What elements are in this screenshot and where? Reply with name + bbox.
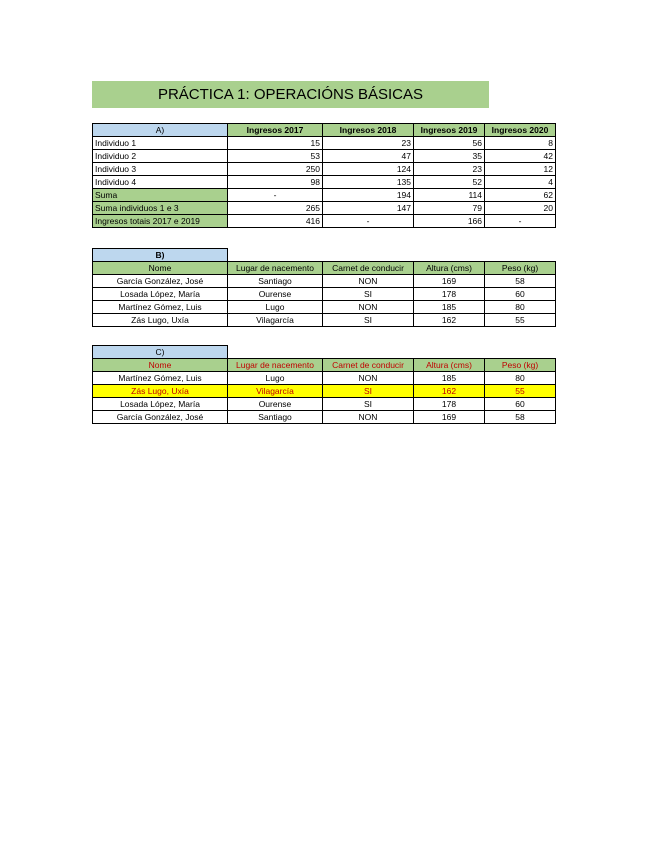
- cell: 185: [414, 301, 485, 314]
- table-c-header: Nome: [93, 359, 228, 372]
- cell: 8: [485, 137, 556, 150]
- empty-cell: [228, 249, 323, 262]
- cell: -: [485, 215, 556, 228]
- cell: 185: [414, 372, 485, 385]
- cell: SI: [323, 398, 414, 411]
- cell: Santiago: [228, 411, 323, 424]
- row-label: Individuo 3: [93, 163, 228, 176]
- cell: 147: [323, 202, 414, 215]
- cell: SI: [323, 385, 414, 398]
- cell: 62: [485, 189, 556, 202]
- cell: 52: [414, 176, 485, 189]
- cell: 12: [485, 163, 556, 176]
- table-row: [93, 314, 556, 327]
- table-row: [93, 411, 556, 424]
- table-row: [93, 163, 556, 176]
- empty-cell: [485, 249, 556, 262]
- row-label: Suma individuos 1 e 3: [93, 202, 228, 215]
- table-c-header: Carnet de conducir: [323, 359, 414, 372]
- page-title-text: PRÁCTICA 1: OPERACIÓNS BÁSICAS: [157, 86, 424, 103]
- cell: 194: [323, 189, 414, 202]
- table-row: [93, 137, 556, 150]
- table-row: [93, 398, 556, 411]
- table-row-suma: [93, 189, 556, 202]
- table-a-header: Ingresos 2019: [414, 124, 485, 137]
- cell: 135: [323, 176, 414, 189]
- empty-cell: [485, 346, 556, 359]
- cell: SI: [323, 314, 414, 327]
- cell: -: [323, 215, 414, 228]
- cell: 80: [485, 372, 556, 385]
- table-row: [93, 372, 556, 385]
- table-c: [92, 345, 556, 424]
- table-b-label: B): [93, 249, 228, 262]
- table-a-header: Ingresos 2020: [485, 124, 556, 137]
- cell: Martínez Gómez, Luis: [93, 372, 228, 385]
- cell: 178: [414, 288, 485, 301]
- cell: Lugo: [228, 301, 323, 314]
- table-b: [92, 248, 556, 327]
- cell: 47: [323, 150, 414, 163]
- table-c-header: Lugar de nacemento: [228, 359, 323, 372]
- table-b-header: Lugar de nacemento: [228, 262, 323, 275]
- cell: 4: [485, 176, 556, 189]
- empty-cell: [228, 346, 323, 359]
- table-row-totais: [93, 215, 556, 228]
- empty-cell: [323, 346, 414, 359]
- table-c-header-row: [93, 359, 556, 372]
- table-row-highlighted: [93, 385, 556, 398]
- table-c-header: Altura (cms): [414, 359, 485, 372]
- cell: 23: [323, 137, 414, 150]
- table-a-header: Ingresos 2018: [323, 124, 414, 137]
- cell: Santiago: [228, 275, 323, 288]
- table-row-suma-1-3: [93, 202, 556, 215]
- cell: 162: [414, 385, 485, 398]
- cell: 169: [414, 411, 485, 424]
- cell: 55: [485, 314, 556, 327]
- table-a: [92, 123, 556, 228]
- cell: 79: [414, 202, 485, 215]
- cell: García González, José: [93, 411, 228, 424]
- cell: 250: [228, 163, 323, 176]
- row-label: Suma: [93, 189, 228, 202]
- table-b-header: Peso (kg): [485, 262, 556, 275]
- cell: Vilagarcía: [228, 314, 323, 327]
- table-b-header-row: [93, 262, 556, 275]
- table-a-header: Ingresos 2017: [228, 124, 323, 137]
- cell: Lugo: [228, 372, 323, 385]
- cell: 162: [414, 314, 485, 327]
- cell: Zás Lugo, Uxía: [93, 314, 228, 327]
- cell: 178: [414, 398, 485, 411]
- empty-cell: [414, 249, 485, 262]
- cell: Zás Lugo, Uxía: [93, 385, 228, 398]
- table-b-header: Carnet de conducir: [323, 262, 414, 275]
- cell: -: [228, 189, 323, 202]
- table-c-label: C): [93, 346, 228, 359]
- table-b-label-row: [93, 249, 556, 262]
- cell: 20: [485, 202, 556, 215]
- table-row: [93, 275, 556, 288]
- cell: 53: [228, 150, 323, 163]
- row-label: Individuo 4: [93, 176, 228, 189]
- cell: Vilagarcía: [228, 385, 323, 398]
- cell: NON: [323, 301, 414, 314]
- table-row: [93, 288, 556, 301]
- empty-cell: [414, 346, 485, 359]
- cell: Losada López, María: [93, 398, 228, 411]
- cell: Ourense: [228, 288, 323, 301]
- table-a-header-row: [93, 124, 556, 137]
- cell: 58: [485, 411, 556, 424]
- cell: 80: [485, 301, 556, 314]
- cell: Losada López, María: [93, 288, 228, 301]
- row-label: Ingresos totais 2017 e 2019: [93, 215, 228, 228]
- row-label: Individuo 1: [93, 137, 228, 150]
- cell: Ourense: [228, 398, 323, 411]
- table-row: [93, 150, 556, 163]
- cell: 166: [414, 215, 485, 228]
- table-b-header: Nome: [93, 262, 228, 275]
- cell: 42: [485, 150, 556, 163]
- cell: Martínez Gómez, Luis: [93, 301, 228, 314]
- cell: 23: [414, 163, 485, 176]
- table-b-header: Altura (cms): [414, 262, 485, 275]
- cell: 169: [414, 275, 485, 288]
- table-row: [93, 301, 556, 314]
- page-title: [92, 81, 489, 108]
- cell: García González, José: [93, 275, 228, 288]
- table-a-label: A): [93, 124, 228, 137]
- table-c-label-row: [93, 346, 556, 359]
- cell: NON: [323, 372, 414, 385]
- table-c-header: Peso (kg): [485, 359, 556, 372]
- cell: NON: [323, 411, 414, 424]
- cell: 98: [228, 176, 323, 189]
- cell: 124: [323, 163, 414, 176]
- cell: 114: [414, 189, 485, 202]
- cell: 58: [485, 275, 556, 288]
- cell: 56: [414, 137, 485, 150]
- cell: 416: [228, 215, 323, 228]
- cell: NON: [323, 275, 414, 288]
- cell: 15: [228, 137, 323, 150]
- cell: 60: [485, 288, 556, 301]
- cell: SI: [323, 288, 414, 301]
- cell: 265: [228, 202, 323, 215]
- cell: 60: [485, 398, 556, 411]
- empty-cell: [323, 249, 414, 262]
- row-label: Individuo 2: [93, 150, 228, 163]
- cell: 35: [414, 150, 485, 163]
- table-row: [93, 176, 556, 189]
- cell: 55: [485, 385, 556, 398]
